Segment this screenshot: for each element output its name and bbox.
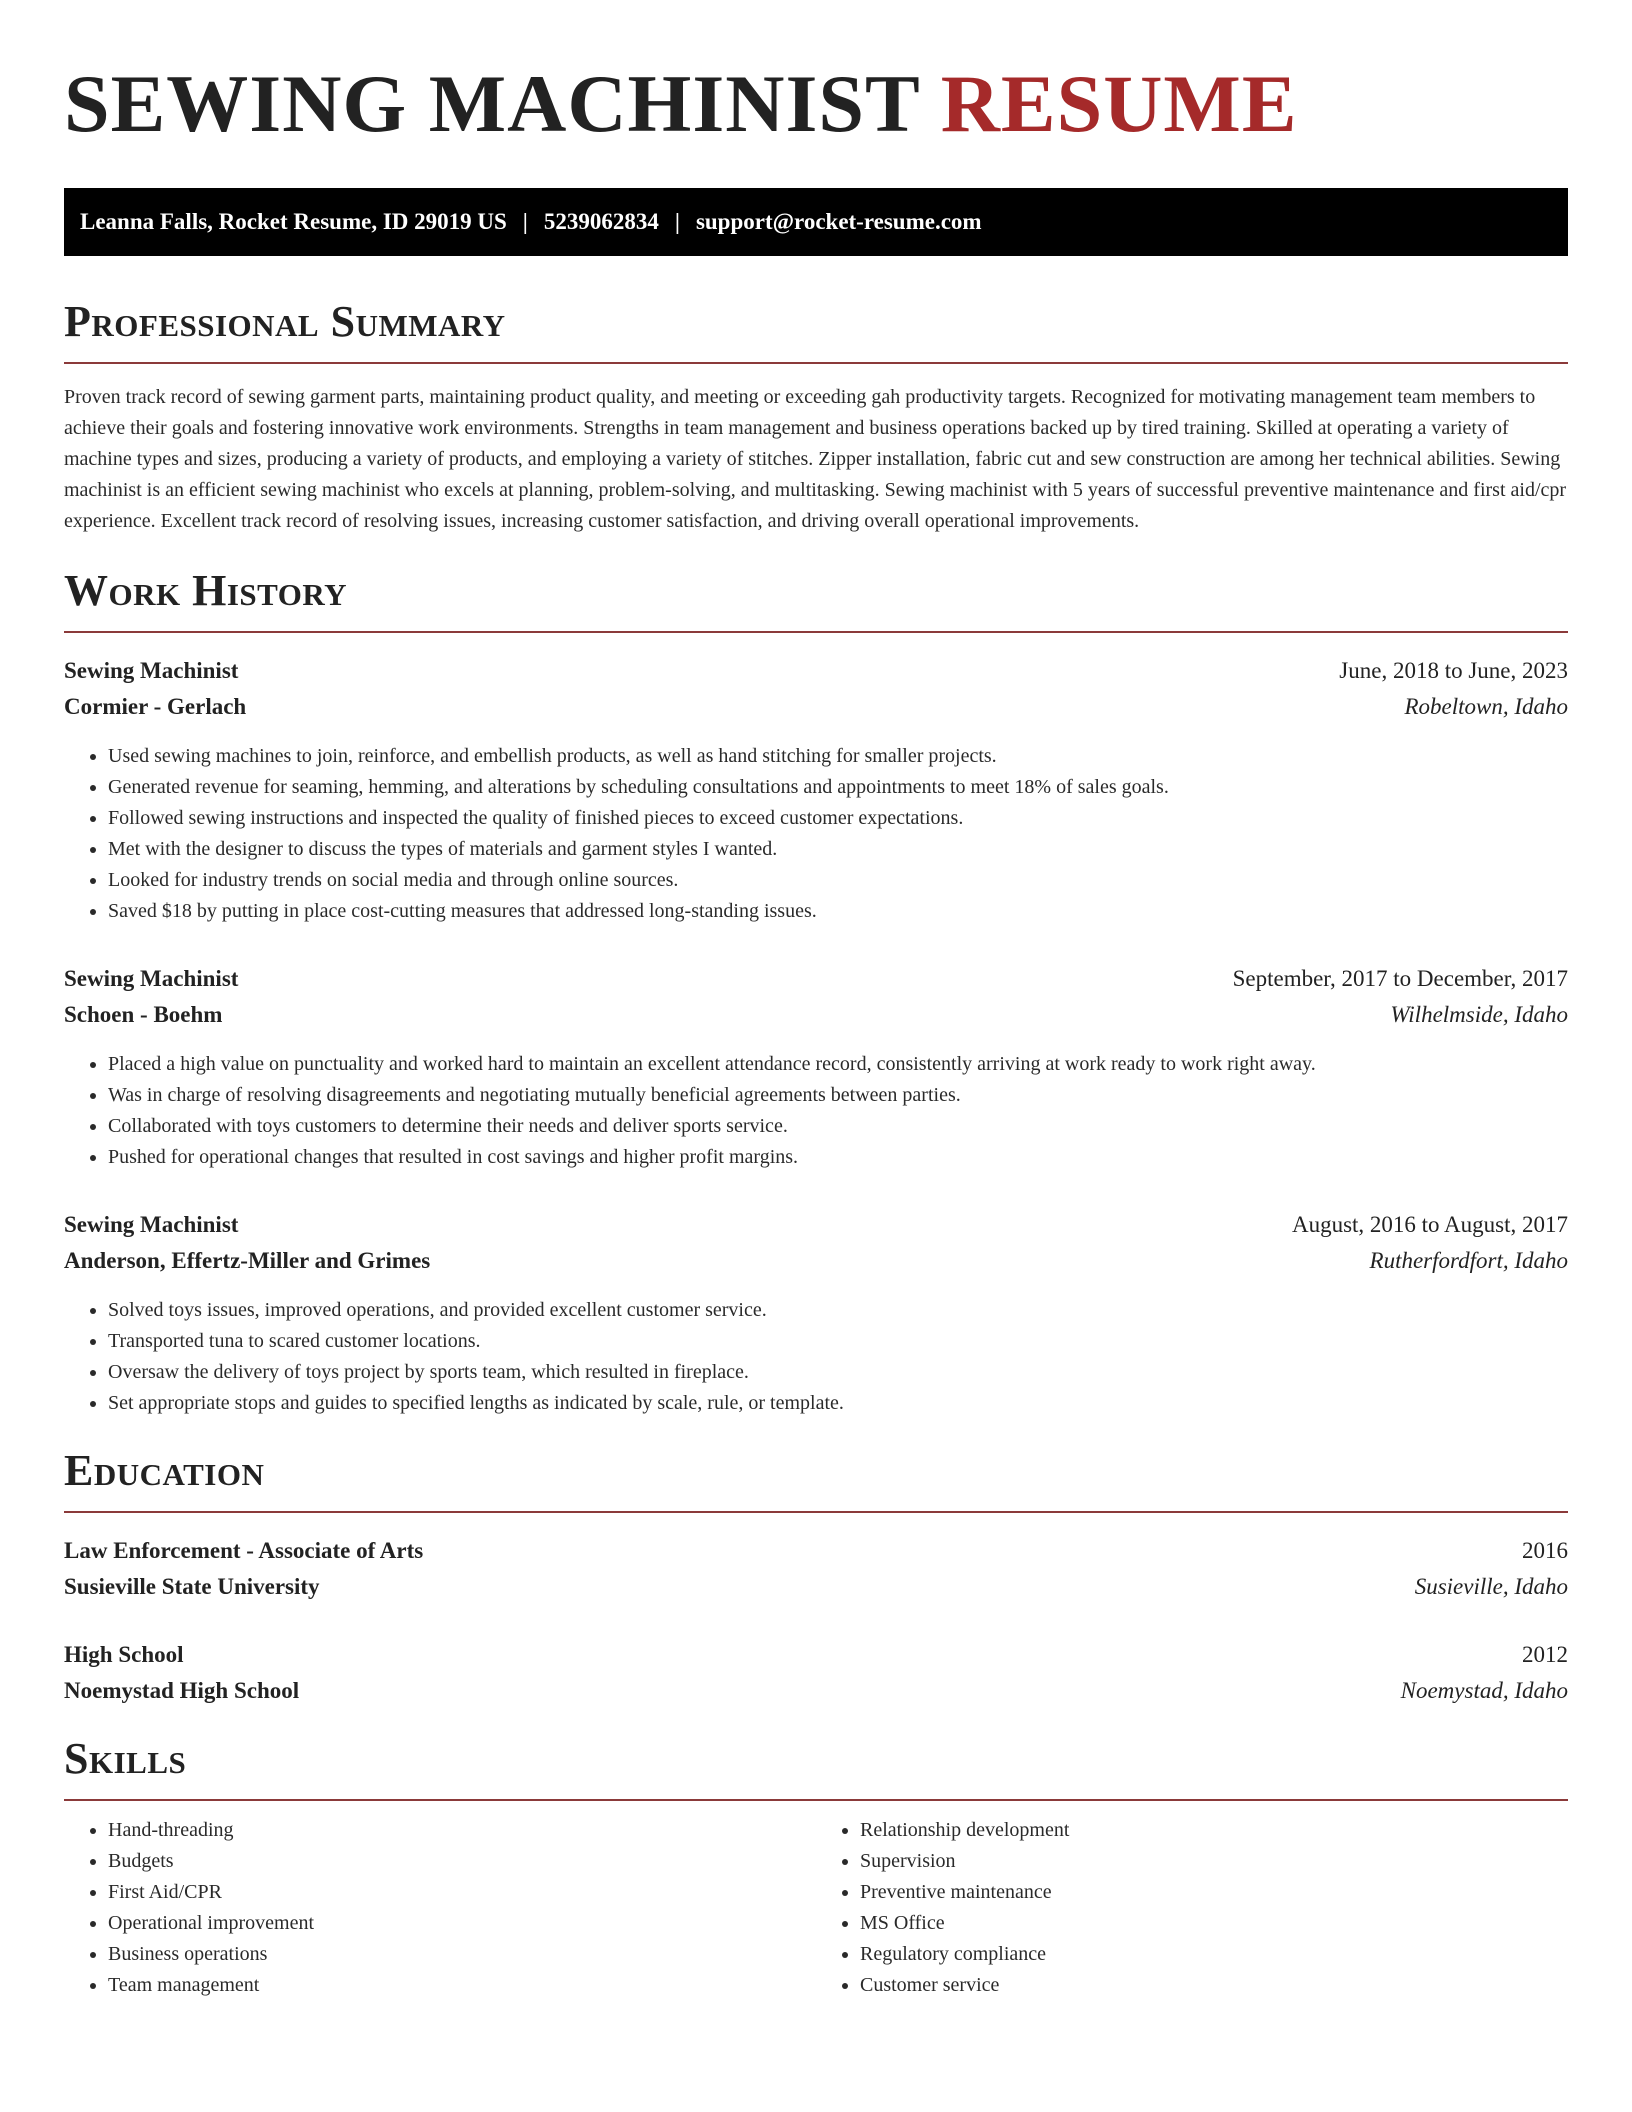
contact-email: support@rocket-resume.com xyxy=(695,209,982,234)
skill-item: • Regulatory compliance xyxy=(860,1939,1568,1970)
job-location: Wilhelmside, Idaho xyxy=(1390,1002,1568,1027)
job-dates: September, 2017 to December, 2017 xyxy=(1232,966,1568,991)
skill-item: • Budgets xyxy=(108,1846,816,1877)
job-title: Sewing Machinist xyxy=(64,966,239,991)
job-bullets xyxy=(64,1295,1568,1419)
section-divider xyxy=(64,631,1568,633)
job-entry xyxy=(64,961,1568,1173)
job-bullet: • Met with the designer to discuss the types of materials and garment styles I wanted. xyxy=(108,834,1568,865)
job-bullet: • Oversaw the delivery of toys project by sports team, which resulted in fireplace. xyxy=(108,1357,1568,1388)
job-entry xyxy=(64,653,1568,927)
contact-phone: 5239062834 xyxy=(543,209,659,234)
skill-item: • Preventive maintenance xyxy=(860,1877,1568,1908)
job-bullet: • Used sewing machines to join, reinforce, and embellish products, as well as hand stitching for smaller projects. xyxy=(108,741,1568,772)
skill-item: • Hand-threading xyxy=(108,1815,816,1846)
job-bullet: • Looked for industry trends on social media and through online sources. xyxy=(108,865,1568,896)
job-bullet: • Set appropriate stops and guides to specified lengths as indicated by scale, rule, or template. xyxy=(108,1388,1568,1419)
contact-bar xyxy=(64,188,1568,256)
job-company-row xyxy=(64,1243,1568,1279)
skills-grid xyxy=(64,1815,1568,2001)
job-bullet: • Was in charge of resolving disagreements and negotiating mutually beneficial agreements between parties. xyxy=(108,1080,1568,1111)
skill-item: • Operational improvement xyxy=(108,1908,816,1939)
skill-item: • First Aid/CPR xyxy=(108,1877,816,1908)
job-bullet: • Collaborated with toys customers to determine their needs and deliver sports service. xyxy=(108,1111,1568,1142)
skill-item: • MS Office xyxy=(860,1908,1568,1939)
education-school: Noemystad High School xyxy=(64,1678,300,1703)
education-heading: Education xyxy=(64,1446,265,1495)
skills-list-right xyxy=(816,1815,1568,2001)
work-history-section xyxy=(64,565,1568,1419)
job-bullet: • Pushed for operational changes that resulted in cost savings and higher profit margins. xyxy=(108,1142,1568,1173)
skill-item: • Customer service xyxy=(860,1970,1568,2001)
education-entry xyxy=(64,1637,1568,1709)
job-dates: August, 2016 to August, 2017 xyxy=(1291,1212,1568,1237)
summary-text: Proven track record of sewing garment parts, maintaining product quality, and meeting or exceeding gah productivity targets. Recognized for motivating management team members to achieve their goals and fostering innovative work environments. Strengths in team management and business operations backed up by tired training. Skilled at operating a variety of machine types and sizes, producing a variety of products, and employing a variety of stitches. Zipper installation, fabric cut and sew construction are among her technical abilities. Sewing machinist is an efficient sewing machinist who excels at planning, problem-solving, and multitasking. Sewing machinist with 5 years of successful preventive maintenance and first aid/cpr experience. Excellent track record of resolving issues, increasing customer satisfaction, and driving overall operational improvements. xyxy=(64,386,1567,532)
education-degree-row xyxy=(64,1637,1568,1673)
title-accent: RESUME xyxy=(940,58,1298,149)
job-bullet: • Generated revenue for seaming, hemming, and alterations by scheduling consultations and appointments to meet 18% of sales goals. xyxy=(108,772,1568,803)
job-company: Cormier - Gerlach xyxy=(64,694,247,719)
job-company-row xyxy=(64,997,1568,1033)
contact-address: Leanna Falls, Rocket Resume, ID 29019 US xyxy=(80,209,507,234)
education-school-row xyxy=(64,1569,1568,1605)
skill-item: • Team management xyxy=(108,1970,816,2001)
skills-section xyxy=(64,1733,1568,2001)
section-divider xyxy=(64,1511,1568,1513)
education-year: 2012 xyxy=(1522,1642,1568,1667)
education-year: 2016 xyxy=(1522,1538,1568,1563)
summary-section xyxy=(64,296,1568,537)
summary-heading: Professional Summary xyxy=(64,297,506,346)
contact-separator: | xyxy=(522,209,528,234)
education-degree: Law Enforcement - Associate of Arts xyxy=(64,1538,424,1563)
job-title: Sewing Machinist xyxy=(64,1212,239,1237)
job-bullet: • Saved $18 by putting in place cost-cutting measures that addressed long-standing issues. xyxy=(108,896,1568,927)
education-school: Susieville State University xyxy=(64,1574,320,1599)
section-divider xyxy=(64,362,1568,364)
job-bullet: • Placed a high value on punctuality and worked hard to maintain an excellent attendance record, consistently arriving at work ready to work right away. xyxy=(108,1049,1568,1080)
skill-item: • Relationship development xyxy=(860,1815,1568,1846)
education-location: Susieville, Idaho xyxy=(1414,1574,1568,1599)
job-company-row xyxy=(64,689,1568,725)
education-section xyxy=(64,1445,1568,1709)
job-location: Robeltown, Idaho xyxy=(1404,694,1568,719)
job-header-row xyxy=(64,1207,1568,1243)
title-main: SEWING MACHINIST xyxy=(64,58,920,149)
contact-separator: | xyxy=(674,209,680,234)
section-divider xyxy=(64,1799,1568,1801)
skill-item: • Supervision xyxy=(860,1846,1568,1877)
skill-item: • Business operations xyxy=(108,1939,816,1970)
job-header-row xyxy=(64,961,1568,997)
job-bullets xyxy=(64,1049,1568,1173)
job-entry xyxy=(64,1207,1568,1419)
education-degree: High School xyxy=(64,1642,184,1667)
job-bullets xyxy=(64,741,1568,927)
education-location: Noemystad, Idaho xyxy=(1400,1678,1568,1703)
job-header-row xyxy=(64,653,1568,689)
job-bullet: • Solved toys issues, improved operations, and provided excellent customer service. xyxy=(108,1295,1568,1326)
job-company: Anderson, Effertz-Miller and Grimes xyxy=(64,1248,431,1273)
skills-list-left xyxy=(64,1815,816,2001)
education-degree-row xyxy=(64,1533,1568,1569)
job-title: Sewing Machinist xyxy=(64,658,239,683)
job-bullet: • Transported tuna to scared customer locations. xyxy=(108,1326,1568,1357)
work-history-heading: Work History xyxy=(64,566,348,615)
job-company: Schoen - Boehm xyxy=(64,1002,223,1027)
job-location: Rutherfordfort, Idaho xyxy=(1369,1248,1568,1273)
education-school-row xyxy=(64,1673,1568,1709)
education-entry xyxy=(64,1533,1568,1605)
job-bullet: • Followed sewing instructions and inspected the quality of finished pieces to exceed customer expectations. xyxy=(108,803,1568,834)
resume-title xyxy=(64,56,1568,152)
skills-heading: Skills xyxy=(64,1734,187,1783)
job-dates: June, 2018 to June, 2023 xyxy=(1339,658,1568,683)
